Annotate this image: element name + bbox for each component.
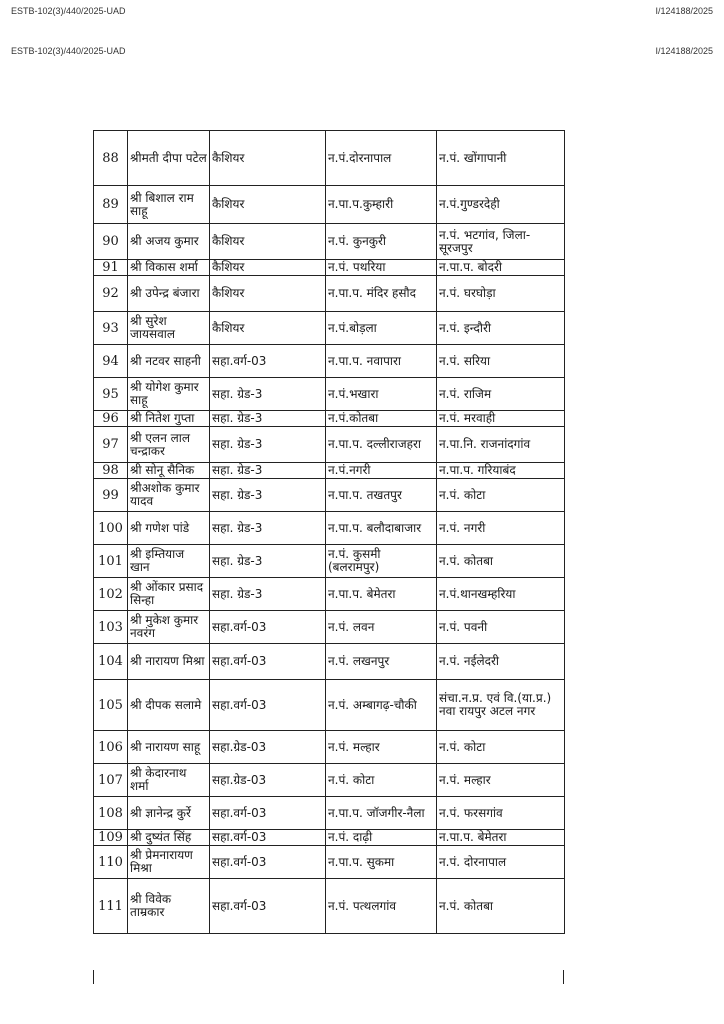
employee-name: श्री इम्तियाज खान: [128, 545, 210, 578]
serial-number: 106: [94, 731, 128, 764]
table-row: [94, 680, 565, 731]
posted-to: न.पं. मरवाही: [437, 411, 565, 427]
table-row: [94, 731, 565, 764]
posted-from: न.पा.प. मंदिर हसौद: [326, 276, 437, 312]
posted-to: न.पं. मल्हार: [437, 764, 565, 797]
employee-name: श्री नारायण साहू: [128, 731, 210, 764]
posted-from: न.पं. कुसमी (बलरामपुर): [326, 545, 437, 578]
designation: सहा.वर्ग-03: [210, 797, 326, 830]
posted-to: न.पं. कोतबा: [437, 879, 565, 934]
serial-number: 97: [94, 427, 128, 463]
posted-from: न.पा.प.कुम्हारी: [326, 186, 437, 224]
employee-name: श्री दुष्यंत सिंह: [128, 830, 210, 846]
posted-from: न.पा.प. दल्लीराजहरा: [326, 427, 437, 463]
employee-name: श्री नटवर साहनी: [128, 345, 210, 378]
employee-name: श्री नारायण मिश्रा: [128, 644, 210, 680]
table-row: [94, 463, 565, 479]
serial-number: 90: [94, 224, 128, 260]
posted-to: न.पं. इन्दौरी: [437, 312, 565, 345]
employee-name: श्री उपेन्द्र बंजारा: [128, 276, 210, 312]
posted-from: न.पं.भखारा: [326, 378, 437, 411]
posted-from: न.पा.प. सुकमा: [326, 846, 437, 879]
employee-name: श्री अजय कुमार: [128, 224, 210, 260]
designation: सहा.ग्रेड-03: [210, 764, 326, 797]
posted-from: न.पा.प. बलौदाबाजार: [326, 512, 437, 545]
employee-name: श्री विवेक ताम्रकार: [128, 879, 210, 934]
employee-name: श्री एलन लाल चन्द्राकर: [128, 427, 210, 463]
table-row: [94, 644, 565, 680]
employee-name: श्रीअशोक कुमार यादव: [128, 479, 210, 512]
table-row: [94, 578, 565, 611]
employee-name: श्री नितेश गुप्ता: [128, 411, 210, 427]
posted-from: न.पा.प. तखतपुर: [326, 479, 437, 512]
serial-number: 100: [94, 512, 128, 545]
transfer-list-table-container: [93, 130, 564, 934]
posted-to: न.पं. कोटा: [437, 731, 565, 764]
file-reference: ESTB-102(3)/440/2025-UAD: [11, 6, 126, 16]
posted-to: न.पं. नगरी: [437, 512, 565, 545]
posted-from: न.पं.दोरनापाल: [326, 131, 437, 186]
employee-name: श्री प्रेमनारायण मिश्रा: [128, 846, 210, 879]
posted-to: न.पं. घरघोड़ा: [437, 276, 565, 312]
posted-to: न.पं. पवनी: [437, 611, 565, 644]
table-row: [94, 427, 565, 463]
serial-number: 111: [94, 879, 128, 934]
table-row: [94, 276, 565, 312]
posted-from: न.पं. पथरिया: [326, 260, 437, 276]
posted-to: न.पा.प. बोदरी: [437, 260, 565, 276]
posted-to: न.पं. कोटा: [437, 479, 565, 512]
designation: सहा. ग्रेड-3: [210, 427, 326, 463]
posted-from: न.पं. पत्थलगांव: [326, 879, 437, 934]
employee-name: श्री सोनू सैनिक: [128, 463, 210, 479]
serial-number: 105: [94, 680, 128, 731]
employee-name: श्री गणेश पांडे: [128, 512, 210, 545]
table-row: [94, 545, 565, 578]
serial-number: 109: [94, 830, 128, 846]
receipt-number: I/124188/2025: [655, 46, 713, 56]
serial-number: 93: [94, 312, 128, 345]
posted-from: न.पं.नगरी: [326, 463, 437, 479]
serial-number: 95: [94, 378, 128, 411]
serial-number: 88: [94, 131, 128, 186]
designation: सहा.वर्ग-03: [210, 611, 326, 644]
designation: सहा.वर्ग-03: [210, 680, 326, 731]
designation: कैशियर: [210, 186, 326, 224]
posted-to: न.पा.प. गरियाबंद: [437, 463, 565, 479]
serial-number: 96: [94, 411, 128, 427]
posted-from: न.पा.प. बेमेतरा: [326, 578, 437, 611]
designation: कैशियर: [210, 276, 326, 312]
table-row: [94, 224, 565, 260]
serial-number: 102: [94, 578, 128, 611]
table-continuation-line: [563, 970, 564, 984]
transfer-list-table: [93, 130, 565, 934]
receipt-number: I/124188/2025: [655, 6, 713, 16]
designation: कैशियर: [210, 224, 326, 260]
designation: कैशियर: [210, 260, 326, 276]
posted-to: न.पं. राजिम: [437, 378, 565, 411]
posted-to: न.पं.गुण्डरदेही: [437, 186, 565, 224]
posted-from: न.पं. लवन: [326, 611, 437, 644]
employee-name: श्री बिशाल राम साहू: [128, 186, 210, 224]
posted-from: न.पं. मल्हार: [326, 731, 437, 764]
posted-from: न.पं.बोड़ला: [326, 312, 437, 345]
employee-name: श्री मुकेश कुमार नवरंग: [128, 611, 210, 644]
designation: सहा. ग्रेड-3: [210, 578, 326, 611]
table-row: [94, 830, 565, 846]
serial-number: 99: [94, 479, 128, 512]
serial-number: 89: [94, 186, 128, 224]
employee-name: श्री सुरेश जायसवाल: [128, 312, 210, 345]
posted-from: न.पं.कोतबा: [326, 411, 437, 427]
designation: सहा.वर्ग-03: [210, 846, 326, 879]
posted-from: न.पं. कोटा: [326, 764, 437, 797]
table-row: [94, 411, 565, 427]
employee-name: श्री विकास शर्मा: [128, 260, 210, 276]
designation: सहा.ग्रेड-03: [210, 731, 326, 764]
designation: सहा. ग्रेड-3: [210, 378, 326, 411]
table-row: [94, 879, 565, 934]
serial-number: 101: [94, 545, 128, 578]
designation: सहा. ग्रेड-3: [210, 479, 326, 512]
employee-name: श्री दीपक सलामे: [128, 680, 210, 731]
posted-to: न.पं.थानखम्हरिया: [437, 578, 565, 611]
serial-number: 108: [94, 797, 128, 830]
posted-from: न.पं. लखनपुर: [326, 644, 437, 680]
table-row: [94, 378, 565, 411]
posted-to: न.पं. खोंगापानी: [437, 131, 565, 186]
posted-to: न.पं. दोरनापाल: [437, 846, 565, 879]
designation: सहा.वर्ग-03: [210, 830, 326, 846]
table-row: [94, 512, 565, 545]
posted-from: न.पा.प. नवापारा: [326, 345, 437, 378]
designation: सहा. ग्रेड-3: [210, 411, 326, 427]
serial-number: 110: [94, 846, 128, 879]
posted-to: न.पं. सरिया: [437, 345, 565, 378]
designation: सहा. ग्रेड-3: [210, 512, 326, 545]
designation: कैशियर: [210, 312, 326, 345]
table-row: [94, 186, 565, 224]
designation: सहा.वर्ग-03: [210, 644, 326, 680]
table-row: [94, 846, 565, 879]
employee-name: श्री ज्ञानेन्द्र कुर्रे: [128, 797, 210, 830]
employee-name: श्री योगेश कुमार साहू: [128, 378, 210, 411]
file-reference: ESTB-102(3)/440/2025-UAD: [11, 46, 126, 56]
posted-to: संचा.न.प्र. एवं वि.(या.प्र.) नवा रायपुर अटल नगर: [437, 680, 565, 731]
table-row: [94, 479, 565, 512]
serial-number: 104: [94, 644, 128, 680]
posted-to: न.पं. फरसगांव: [437, 797, 565, 830]
designation: सहा. ग्रेड-3: [210, 463, 326, 479]
posted-to: न.पं. नईलेदरी: [437, 644, 565, 680]
serial-number: 91: [94, 260, 128, 276]
table-row: [94, 345, 565, 378]
table-continuation-line: [93, 970, 94, 984]
posted-to: न.पं. कोतबा: [437, 545, 565, 578]
serial-number: 103: [94, 611, 128, 644]
serial-number: 94: [94, 345, 128, 378]
designation: सहा. ग्रेड-3: [210, 545, 326, 578]
designation: कैशियर: [210, 131, 326, 186]
table-row: [94, 312, 565, 345]
serial-number: 107: [94, 764, 128, 797]
posted-from: न.पं. कुनकुरी: [326, 224, 437, 260]
employee-name: श्री केदारनाथ शर्मा: [128, 764, 210, 797]
employee-name: श्री ओंकार प्रसाद सिन्हा: [128, 578, 210, 611]
serial-number: 92: [94, 276, 128, 312]
table-row: [94, 611, 565, 644]
table-row: [94, 797, 565, 830]
table-row: [94, 260, 565, 276]
posted-from: न.पं. दाढ़ी: [326, 830, 437, 846]
posted-from: न.पं. अम्बागढ़-चौकी: [326, 680, 437, 731]
designation: सहा.वर्ग-03: [210, 345, 326, 378]
table-row: [94, 764, 565, 797]
posted-to: न.पा.नि. राजनांदगांव: [437, 427, 565, 463]
posted-to: न.पं. भटगांव, जिला-सूरजपुर: [437, 224, 565, 260]
posted-from: न.पा.प. जॉजगीर-नैला: [326, 797, 437, 830]
employee-name: श्रीमती दीपा पटेल: [128, 131, 210, 186]
serial-number: 98: [94, 463, 128, 479]
table-row: [94, 131, 565, 186]
designation: सहा.वर्ग-03: [210, 879, 326, 934]
posted-to: न.पा.प. बेमेतरा: [437, 830, 565, 846]
